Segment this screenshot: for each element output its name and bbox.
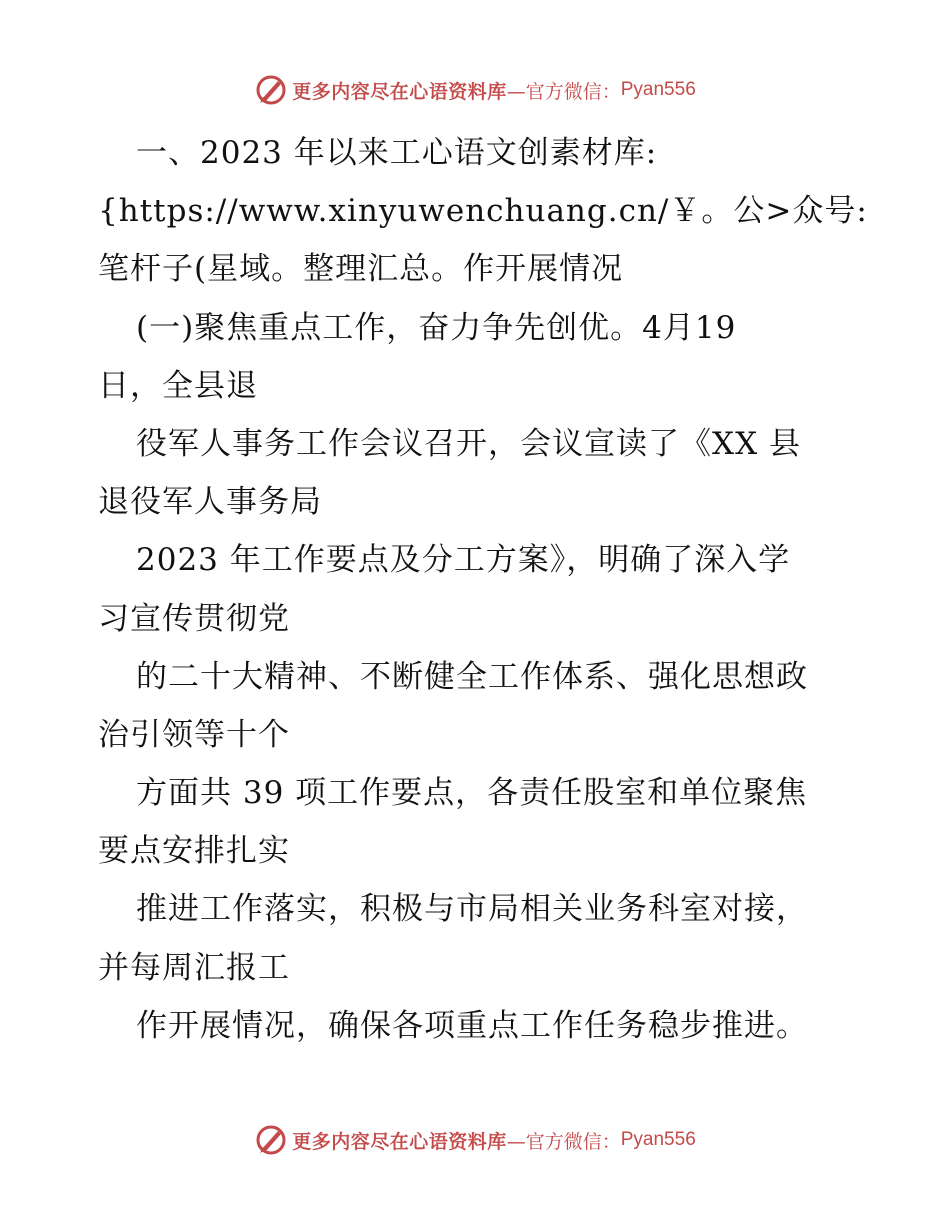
banner-subtitle: —官方微信：	[506, 1130, 621, 1153]
paragraph-line: (一)聚焦重点工作，奋力争先创优。4月19	[136, 309, 737, 346]
paragraph-line: 习宣传贯彻党	[98, 600, 290, 637]
header-banner	[0, 70, 950, 110]
paragraph-line: 并每周汇报工	[98, 949, 290, 986]
banner-handle: Pyan556	[620, 79, 696, 100]
banner-handle: Pyan556	[620, 1129, 696, 1150]
banner-title: 更多内容尽在心语资料库	[292, 80, 507, 103]
logo-icon	[254, 73, 288, 107]
paragraph-line: 2023 年工作要点及分工方案》，明确了深入学	[136, 542, 791, 579]
paragraph-line: 的二十大精神、不断健全工作体系、强化思想政	[136, 658, 808, 695]
paragraph-line: 一、2023 年以来工心语文创素材库:	[136, 135, 658, 171]
banner-title: 更多内容尽在心语资料库	[292, 1130, 507, 1153]
paragraph-line: 役军人事务工作会议召开，会议宣读了《XX 县	[136, 425, 801, 462]
paragraph-line: 要点安排扎实	[98, 833, 290, 870]
paragraph-line: 治引领等十个	[98, 716, 290, 753]
paragraph-line: 推进工作落实，积极与市局相关业务科室对接，	[136, 891, 808, 928]
logo-icon	[254, 1123, 288, 1157]
footer-banner	[0, 1120, 950, 1160]
paragraph-line: 退役军人事务局	[98, 484, 322, 521]
document-body	[98, 124, 888, 1055]
paragraph-line: 日，全县退	[98, 367, 258, 404]
paragraph-line: {https://www.xinyuwenchuang.cn/￥。公>众号:	[98, 193, 868, 230]
banner-subtitle: —官方微信：	[506, 80, 621, 103]
paragraph-line: 方面共 39 项工作要点，各责任股室和单位聚焦	[136, 775, 808, 812]
paragraph-line: 作开展情况，确保各项重点工作任务稳步推进。	[136, 1007, 808, 1044]
paragraph-line: 笔杆子(星域。整理汇总。作开展情况	[98, 251, 624, 288]
